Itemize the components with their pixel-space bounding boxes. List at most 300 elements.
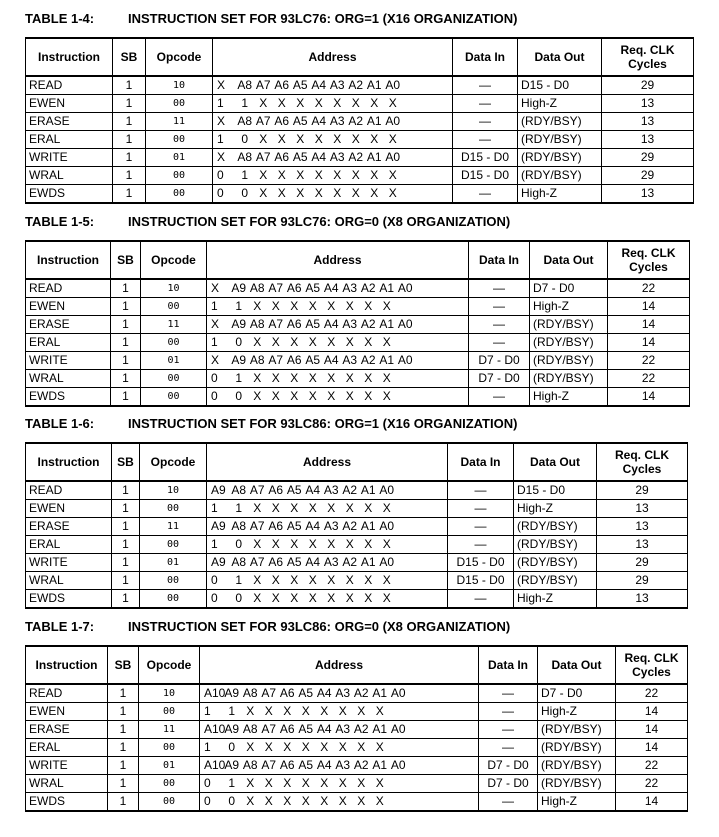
- address-bit: X: [333, 132, 342, 146]
- address-cell: [207, 370, 469, 388]
- address-bit: 1: [217, 96, 224, 110]
- address-bit: 0: [241, 186, 249, 200]
- column-header: Address: [200, 646, 479, 684]
- instruction-cell: ERASE: [26, 518, 112, 536]
- address-cell: [207, 334, 469, 352]
- address-bit: X: [211, 353, 220, 367]
- address-bit: A4: [316, 722, 332, 736]
- address-bit: A4: [323, 353, 339, 367]
- address-bit: X: [327, 335, 336, 349]
- address-bit: 0: [211, 371, 218, 385]
- data-out-cell: D7 - D0: [538, 684, 616, 703]
- opcode-cell: 00: [141, 370, 207, 388]
- sb-cell: 1: [111, 279, 141, 298]
- sb-cell: 1: [111, 370, 141, 388]
- address-bit: X: [264, 794, 273, 808]
- data-out-cell: (RDY/BSY): [518, 167, 602, 185]
- address-cell: [213, 149, 453, 167]
- data-in-cell: —: [448, 536, 514, 554]
- address-bit: A0: [397, 353, 413, 367]
- address-bit: A8: [242, 686, 258, 700]
- address-bit: A0: [397, 317, 413, 331]
- address-bit: A4: [311, 114, 327, 128]
- address-bit: X: [382, 371, 391, 385]
- data-in-cell: —: [479, 739, 538, 757]
- address-bit: A2: [348, 78, 364, 92]
- address-bit: A10: [204, 722, 226, 736]
- instruction-cell: READ: [26, 481, 112, 500]
- address-bit: X: [357, 794, 366, 808]
- address-bit: X: [308, 389, 317, 403]
- cycles-cell: 13: [602, 113, 694, 131]
- address-cell: [200, 684, 479, 703]
- address-bit: A3: [335, 722, 351, 736]
- opcode-cell: 00: [141, 388, 207, 407]
- data-in-cell: D7 - D0: [479, 775, 538, 793]
- table-row: [26, 757, 688, 775]
- address-bit: X: [217, 114, 226, 128]
- sb-cell: 1: [113, 76, 146, 95]
- sb-cell: 1: [111, 298, 141, 316]
- sb-cell: 1: [112, 590, 140, 609]
- address-bit: X: [338, 704, 347, 718]
- address-bit: X: [388, 96, 397, 110]
- address-cell: [213, 113, 453, 131]
- address-bit: A1: [379, 353, 395, 367]
- address-bit: X: [345, 501, 354, 515]
- address-bit: X: [211, 281, 220, 295]
- address-bit: X: [290, 573, 299, 587]
- address-bit: A3: [335, 758, 351, 772]
- data-out-cell: (RDY/BSY): [518, 131, 602, 149]
- address-bit: X: [290, 335, 299, 349]
- address-bit: X: [271, 573, 280, 587]
- column-header: Instruction: [26, 646, 108, 684]
- data-out-cell: High-Z: [538, 793, 616, 812]
- data-out-cell: (RDY/BSY): [514, 572, 597, 590]
- address-bit: A1: [372, 758, 388, 772]
- column-header: Req. CLK Cycles: [608, 241, 690, 279]
- address-bit: A2: [360, 353, 376, 367]
- column-header: Instruction: [26, 443, 112, 481]
- table-row: [26, 370, 690, 388]
- data-in-cell: D7 - D0: [469, 352, 530, 370]
- data-in-cell: —: [479, 684, 538, 703]
- address-bit: 0: [241, 132, 249, 146]
- column-header: Address: [207, 443, 448, 481]
- address-bit: X: [382, 389, 391, 403]
- table-row: [26, 76, 694, 95]
- address-bit: A2: [342, 519, 358, 533]
- address-bit: X: [259, 168, 268, 182]
- cycles-cell: 22: [608, 352, 690, 370]
- cycles-cell: 14: [608, 388, 690, 407]
- address-bit: X: [253, 501, 262, 515]
- address-bit: X: [345, 573, 354, 587]
- address-bit: X: [283, 776, 292, 790]
- address-bit: A1: [366, 114, 382, 128]
- address-bit: 0: [228, 794, 236, 808]
- instruction-cell: WRAL: [26, 167, 113, 185]
- address-cell: [207, 298, 469, 316]
- cycles-cell: 29: [597, 554, 688, 572]
- opcode-cell: 10: [140, 481, 207, 500]
- sb-cell: 1: [113, 185, 146, 204]
- address-bit: X: [314, 186, 323, 200]
- data-in-cell: D15 - D0: [448, 554, 514, 572]
- data-out-cell: D7 - D0: [530, 279, 608, 298]
- table-row: [26, 684, 688, 703]
- table-1-6-caption: [25, 416, 517, 431]
- table-label: TABLE 1-4:: [25, 11, 95, 26]
- address-bit: 0: [235, 389, 243, 403]
- address-bit: A2: [353, 758, 369, 772]
- cycles-cell: 22: [608, 279, 690, 298]
- address-bit: A5: [286, 483, 302, 497]
- address-bit: A0: [390, 686, 406, 700]
- instruction-cell: EWEN: [26, 500, 112, 518]
- cycles-cell: 29: [602, 167, 694, 185]
- address-cell: [213, 167, 453, 185]
- sb-cell: 1: [112, 536, 140, 554]
- address-bit: X: [290, 537, 299, 551]
- column-header: Req. CLK Cycles: [616, 646, 688, 684]
- address-bit: X: [327, 389, 336, 403]
- address-bit: X: [338, 794, 347, 808]
- data-in-cell: —: [448, 481, 514, 500]
- address-cell: [200, 703, 479, 721]
- address-cell: [207, 481, 448, 500]
- table-row: [26, 95, 694, 113]
- cycles-cell: 29: [597, 572, 688, 590]
- address-bit: A5: [305, 281, 321, 295]
- address-bit: X: [217, 150, 226, 164]
- address-bit: A8: [249, 353, 265, 367]
- sb-cell: 1: [113, 131, 146, 149]
- data-out-cell: (RDY/BSY): [514, 518, 597, 536]
- column-header: SB: [112, 443, 140, 481]
- address-bit: X: [357, 776, 366, 790]
- header-row: [26, 646, 688, 684]
- table-row: [26, 721, 688, 739]
- cycles-cell: 22: [608, 370, 690, 388]
- address-bit: X: [375, 740, 384, 754]
- table-title: INSTRUCTION SET FOR 93LC76: ORG=1 (X16 ORGANIZATION): [128, 11, 518, 26]
- instruction-cell: ERAL: [26, 739, 108, 757]
- instruction-cell: READ: [26, 76, 113, 95]
- address-bit: A3: [329, 78, 345, 92]
- address-bit: X: [345, 371, 354, 385]
- cycles-cell: 29: [597, 481, 688, 500]
- address-bit: 0: [211, 591, 218, 605]
- address-bit: A9: [224, 722, 240, 736]
- address-bit: X: [308, 591, 317, 605]
- table-row: [26, 316, 690, 334]
- address-bit: A4: [323, 281, 339, 295]
- table-title: INSTRUCTION SET FOR 93LC76: ORG=0 (X8 ORGANIZATION): [128, 214, 511, 229]
- address-bit: X: [370, 186, 379, 200]
- address-bit: A0: [385, 150, 401, 164]
- table-row: [26, 793, 688, 812]
- address-cell: [207, 590, 448, 609]
- address-bit: X: [283, 740, 292, 754]
- address-bit: X: [320, 704, 329, 718]
- data-in-cell: D7 - D0: [469, 370, 530, 388]
- address-bit: A1: [379, 281, 395, 295]
- address-bit: X: [320, 776, 329, 790]
- address-bit: X: [320, 740, 329, 754]
- address-bit: X: [364, 389, 373, 403]
- address-bit: 1: [211, 501, 218, 515]
- address-bit: A0: [379, 519, 395, 533]
- table-label: TABLE 1-7:: [25, 619, 95, 634]
- address-bit: X: [308, 299, 317, 313]
- address-bit: X: [388, 186, 397, 200]
- opcode-cell: 00: [146, 95, 213, 113]
- address-bit: A4: [316, 686, 332, 700]
- opcode-cell: 00: [141, 298, 207, 316]
- address-bit: A1: [372, 722, 388, 736]
- table-row: [26, 167, 694, 185]
- data-out-cell: (RDY/BSY): [530, 352, 608, 370]
- address-bit: X: [327, 591, 336, 605]
- sb-cell: 1: [112, 572, 140, 590]
- opcode-cell: 00: [139, 775, 200, 793]
- address-cell: [207, 536, 448, 554]
- address-bit: 1: [241, 168, 249, 182]
- table-row: [26, 481, 688, 500]
- table-1-5: [25, 240, 690, 407]
- address-bit: 0: [204, 776, 211, 790]
- data-in-cell: —: [448, 518, 514, 536]
- address-bit: A5: [292, 114, 308, 128]
- address-bit: 1: [217, 132, 224, 146]
- address-bit: X: [314, 168, 323, 182]
- address-bit: 1: [204, 740, 211, 754]
- address-bit: A6: [279, 722, 295, 736]
- column-header: Data Out: [518, 38, 602, 76]
- sb-cell: 1: [112, 500, 140, 518]
- address-bit: X: [277, 186, 286, 200]
- address-bit: A8: [237, 78, 253, 92]
- cycles-cell: 13: [602, 95, 694, 113]
- address-bit: X: [290, 299, 299, 313]
- sb-cell: 1: [108, 775, 139, 793]
- address-bit: A7: [249, 519, 265, 533]
- address-bit: A9: [231, 281, 247, 295]
- data-out-cell: High-Z: [538, 703, 616, 721]
- address-bit: X: [388, 132, 397, 146]
- address-bit: X: [253, 389, 262, 403]
- address-bit: X: [290, 591, 299, 605]
- address-cell: [200, 739, 479, 757]
- address-bit: X: [259, 132, 268, 146]
- address-bit: 1: [228, 776, 236, 790]
- address-bit: X: [357, 740, 366, 754]
- opcode-cell: 10: [139, 684, 200, 703]
- address-bit: A2: [342, 555, 358, 569]
- table-row: [26, 554, 688, 572]
- opcode-cell: 00: [139, 703, 200, 721]
- address-bit: 1: [204, 704, 211, 718]
- address-bit: 0: [211, 573, 218, 587]
- data-in-cell: D7 - D0: [479, 757, 538, 775]
- instruction-cell: EWEN: [26, 298, 111, 316]
- data-in-cell: —: [469, 388, 530, 407]
- address-bit: X: [296, 168, 305, 182]
- table-row: [26, 388, 690, 407]
- address-bit: A0: [397, 281, 413, 295]
- address-bit: A4: [316, 758, 332, 772]
- address-bit: A7: [261, 686, 277, 700]
- address-bit: A3: [329, 150, 345, 164]
- header-row: [26, 443, 688, 481]
- instruction-cell: ERASE: [26, 113, 113, 131]
- address-bit: A5: [292, 78, 308, 92]
- instruction-cell: ERAL: [26, 334, 111, 352]
- instruction-cell: ERASE: [26, 316, 111, 334]
- address-bit: X: [259, 96, 268, 110]
- address-bit: X: [382, 501, 391, 515]
- address-bit: A8: [237, 150, 253, 164]
- address-bit: A7: [268, 281, 284, 295]
- address-bit: A7: [249, 555, 265, 569]
- opcode-cell: 10: [146, 76, 213, 95]
- address-bit: A5: [298, 686, 314, 700]
- data-out-cell: (RDY/BSY): [538, 721, 616, 739]
- cycles-cell: 13: [597, 518, 688, 536]
- address-cell: [207, 279, 469, 298]
- data-out-cell: (RDY/BSY): [514, 554, 597, 572]
- data-in-cell: —: [469, 279, 530, 298]
- address-bit: A7: [255, 150, 271, 164]
- address-bit: X: [271, 591, 280, 605]
- address-bit: A6: [268, 519, 284, 533]
- data-out-cell: D15 - D0: [518, 76, 602, 95]
- address-bit: A3: [342, 353, 358, 367]
- opcode-cell: 00: [141, 334, 207, 352]
- address-bit: 1: [235, 573, 243, 587]
- data-in-cell: —: [448, 500, 514, 518]
- address-bit: 1: [235, 501, 243, 515]
- sb-cell: 1: [108, 684, 139, 703]
- address-bit: X: [308, 573, 317, 587]
- address-bit: A9: [224, 758, 240, 772]
- address-bit: X: [382, 591, 391, 605]
- address-bit: X: [345, 537, 354, 551]
- column-header: Instruction: [26, 38, 113, 76]
- address-bit: A1: [366, 150, 382, 164]
- address-bit: A1: [360, 555, 376, 569]
- address-bit: X: [283, 794, 292, 808]
- instruction-cell: ERAL: [26, 536, 112, 554]
- address-bit: A1: [366, 78, 382, 92]
- data-in-cell: D15 - D0: [453, 167, 518, 185]
- data-in-cell: —: [453, 131, 518, 149]
- column-header: Data In: [448, 443, 514, 481]
- address-bit: X: [364, 591, 373, 605]
- address-bit: X: [296, 186, 305, 200]
- address-bit: A5: [286, 555, 302, 569]
- opcode-cell: 00: [140, 536, 207, 554]
- address-bit: X: [375, 794, 384, 808]
- table-row: [26, 334, 690, 352]
- sb-cell: 1: [113, 167, 146, 185]
- address-bit: A8: [249, 281, 265, 295]
- column-header: Address: [213, 38, 453, 76]
- address-bit: X: [259, 186, 268, 200]
- address-bit: X: [301, 776, 310, 790]
- table-row: [26, 352, 690, 370]
- column-header: Data Out: [530, 241, 608, 279]
- address-bit: A0: [379, 483, 395, 497]
- instruction-cell: WRITE: [26, 149, 113, 167]
- opcode-cell: 01: [146, 149, 213, 167]
- address-bit: X: [246, 776, 255, 790]
- table-row: [26, 536, 688, 554]
- address-bit: A8: [237, 114, 253, 128]
- address-bit: A0: [385, 114, 401, 128]
- instruction-cell: WRAL: [26, 572, 112, 590]
- address-bit: X: [382, 573, 391, 587]
- address-bit: A3: [329, 114, 345, 128]
- data-in-cell: —: [469, 298, 530, 316]
- address-bit: A6: [286, 353, 302, 367]
- address-bit: A8: [249, 317, 265, 331]
- instruction-cell: READ: [26, 684, 108, 703]
- column-header: SB: [111, 241, 141, 279]
- data-in-cell: —: [469, 334, 530, 352]
- instruction-cell: WRITE: [26, 352, 111, 370]
- column-header: Data In: [453, 38, 518, 76]
- address-bit: A8: [242, 722, 258, 736]
- data-out-cell: D15 - D0: [514, 481, 597, 500]
- address-cell: [213, 131, 453, 149]
- cycles-cell: 29: [602, 76, 694, 95]
- table-row: [26, 500, 688, 518]
- address-bit: X: [351, 186, 360, 200]
- address-bit: A5: [305, 353, 321, 367]
- address-bit: X: [290, 371, 299, 385]
- address-bit: A5: [286, 519, 302, 533]
- address-bit: X: [364, 371, 373, 385]
- address-bit: X: [382, 335, 391, 349]
- address-bit: 1: [241, 96, 249, 110]
- address-bit: 0: [235, 335, 243, 349]
- address-bit: X: [351, 96, 360, 110]
- address-bit: 1: [228, 704, 236, 718]
- column-header: Req. CLK Cycles: [602, 38, 694, 76]
- address-bit: A3: [323, 483, 339, 497]
- data-out-cell: High-Z: [514, 500, 597, 518]
- address-bit: X: [338, 776, 347, 790]
- address-bit: X: [246, 704, 255, 718]
- address-bit: A2: [348, 114, 364, 128]
- address-bit: A3: [335, 686, 351, 700]
- address-bit: A0: [379, 555, 395, 569]
- address-bit: X: [345, 591, 354, 605]
- address-bit: X: [351, 132, 360, 146]
- address-bit: X: [382, 537, 391, 551]
- instruction-cell: WRAL: [26, 775, 108, 793]
- column-header: Instruction: [26, 241, 111, 279]
- address-bit: A7: [261, 758, 277, 772]
- table-1-5-caption: [25, 214, 510, 229]
- address-bit: 0: [217, 186, 224, 200]
- data-in-cell: —: [453, 76, 518, 95]
- address-bit: X: [271, 537, 280, 551]
- address-bit: A5: [298, 758, 314, 772]
